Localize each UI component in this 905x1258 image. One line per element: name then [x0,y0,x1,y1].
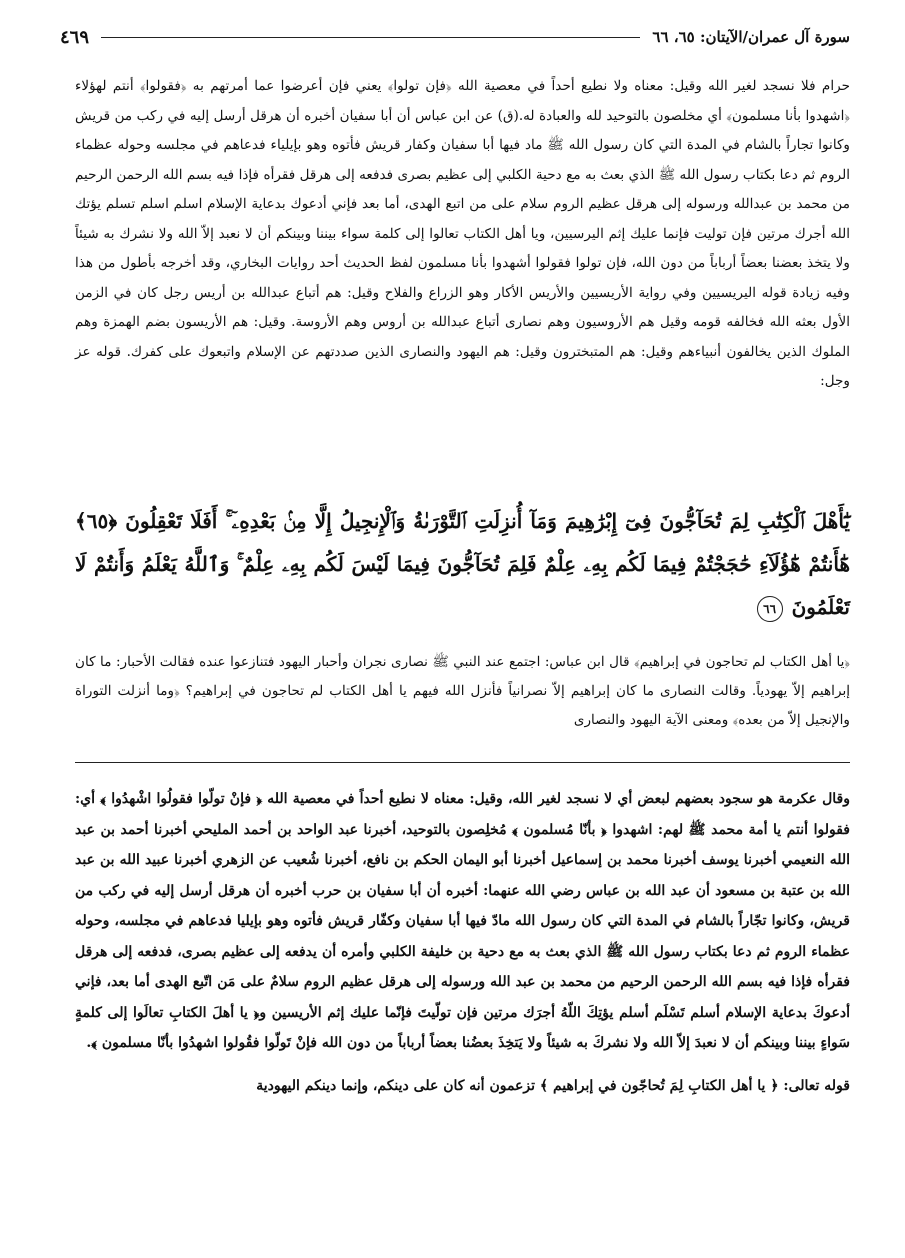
page-number: ٤٦٩ [60,26,90,48]
main-text: حرام فلا نسجد لغير الله وقيل: معناه ولا نطيع أحداً في معصية الله ﴿فإن تولوا﴾ يعني فإن أعرضوا عما أمرتهم به ﴿فقولوا﴾ أنتم لهؤلاء ﴿اشهدوا بأنا مسلمون﴾ أي مخلصون بالتوحيد لله والعبادة له.(ق) عن ابن عباس أن أبا سفيان أخبره أن هرقل أرسل إليه في ركب من قريش وكانوا تجاراً بالشام في المدة التي كان رسول الله ﷺ ماد فيها أبا سفيان وكفار قريش فأتوه وهو بإيلياء فدعاهم في مجلسه وحوله عظماء الروم ثم دعا بكتاب رسول الله ﷺ الذي بعث به مع دحية الكلبي إلى عظيم بصرى فدفعه إلى هرقل فقرأه فإذا فيه بسم الله الرحمن الرحيم من محمد بن عبدالله ورسوله إلى هرقل عظيم الروم سلام على من اتبع الهدى، أما بعد فإني أدعوك بدعاية الإسلام اسلم اسلم تسلم يؤتك الله أجرك مرتين فإن توليت فإنما عليك إثم اليرسيين، ويا أهل الكتاب تعالوا إلى كلمة سواء بيننا وبينكم أن لا نعبد إلاّ الله ولا نشرك به شيئاً ولا يتخذ بعضنا بعضاً أرباباً من دون الله، فإن تولوا فقولوا أشهدوا بأنا مسلمون لفظ الحديث أحد روايات البخاري، وقد أخرجه بأطول من هذا وفيه زيادة قوله اليريسيين وفي رواية الأريسيين والأريس الأكار وهو الزراع والفلاح وقيل: هم أتباع عبدالله بن أريس رجل كان في الزمن الأول بعثه الله فخالفه قومه وقيل هم الأروسيون وهم نصارى أتباع عبدالله بن أروس وهم الأروسة. وقيل: هم الأريسون بضم الهمزة وهم الملوك الذين يخالفون أنبياءهم وقيل: هم المتبخترون وقيل: هم اليهود والنصارى الذين صددتهم عن الإسلام واتبعوك على كفرك. قوله عز وجل: [75,78,850,389]
commentary-block [75,634,850,748]
page-header [60,22,850,52]
surah-title: سورة آل عمران/الآيتان: ٦٥، ٦٦ [652,28,850,46]
commentary-text: ﴿يا أهل الكتاب لم تحاجون في إبراهيم﴾ قال ابن عباس: اجتمع عند النبي ﷺ نصارى نجران وأحبار اليهود فتنازعوا عنده فقالت الأحبار: ما كان إبراهيم إلاّ يهودياً. وقالت النصارى ما كان إبراهيم إلاّ نصرانياً فأنزل الله فيهم يا أهل الكتاب لم تحاجون في إبراهيم؟ ﴿وما أنزلت التوراة والإنجيل إلاّ من بعده﴾ ومعنى الآية اليهود والنصارى [75,653,850,728]
ayah-number-marker: ٦٦ [757,596,783,622]
footnote-paragraph-1: وقال عكرمة هو سجود بعضهم لبعض أي لا نسجد لغير الله، وقيل: معناه لا نطيع أحداً في معصية الله ﴿ فإنْ تولّوا فقولُوا اشْهدُوا ﴾ أي: فقولوا أنتم يا أمة محمد ﷺ لهم: اشهدوا ﴿ بأنّا مُسلمون ﴾ مُخلِصون بالتوحيد، أخبرنا عبد الواحد بن أحمد المليحي أخبرنا أحمد بن عبد الله النعيمي أخبرنا يوسف أخبرنا محمد بن إسماعيل أخبرنا أبو اليمان الحكم بن نافع، أخبرنا شُعيب عن الزهري أخبرنا عبيد الله بن عبد الله بن عتبة بن مسعود أن عبد الله بن عباس رضي الله عنهما: أخبره أن أبا سفيان بن حرب أخبره أن هرقل أرسل إليه في ركب من قريش، وكانوا تجّاراً بالشام في المدة التي كان رسول الله مادّ فيها أبا سفيان وكفّار قريش فأتوه وهو بإيليا فدعاهم في مجلسه، وحوله عظماء الروم ثم دعا بكتاب رسول الله ﷺ الذي بعث به مع دحية بن خليفة الكلبي وأمره أن يدفعه إلى عظيم بصرى، فدفعه إلى هرقل فقرأه فإذا فيه بسم الله الرحمن الرحيم من محمد بن عبد الله ورسوله إلى هرقل عظيم الروم سلامٌ على مَن اتّبع الهدى أما بعد، فإني أدعوكَ بدعاية الإسلام أسلم تَسْلَم أسلم يؤتِكَ اللّهُ أجرَك مرتين فإن تولّيتَ فإنّما عليك إثم الأريسين و﴿ يا أهلَ الكتابِ تعالَوا إلى كلمةٍ سَواءٍ بيننا وبينكم أن لا نعبدَ إلاّ الله ولا نشركَ به شيئاً ولا يَتخِذَ بعضُنا بعضاً أرباباً من دون الله فإنْ تَولّوا فقُولوا اشهدُوا بأنّا مسلمون ﴾. [75,791,851,1051]
main-text-block [75,72,850,397]
quran-verse-block [75,500,850,629]
footnote-paragraph-2: قوله تعالى: ﴿ يا أهل الكتابِ لِمَ تُحاجّون في إبراهيم ﴾ تزعمون أنه كان على دينكم، وإنما دينكم اليهودية [256,1077,850,1094]
quran-verse-text: يَٰٓأَهْلَ ٱلْكِتَٰبِ لِمَ تُحَآجُّونَ فِىٓ إِبْرَٰهِيمَ وَمَآ أُنزِلَتِ ٱلتَّوْرَىٰةُ وَٱلْإِنجِيلُ إِلَّا مِنۢ بَعْدِهِۦٓ ۚ أَفَلَا تَعْقِلُونَ ﴿٦٥﴾ هَٰٓأَنتُمْ هَٰٓؤُلَآءِ حَٰجَجْتُمْ فِيمَا لَكُم بِهِۦ عِلْمٌ فَلِمَ تُحَآجُّونَ فِيمَا لَيْسَ لَكُم بِهِۦ عِلْمٌ ۚ وَٱللَّهُ يَعْلَمُ وَأَنتُمْ لَا تَعْلَمُونَ [75,509,850,619]
footnote-separator [75,762,850,763]
footnote-block [75,784,850,1101]
header-rule [101,37,640,38]
